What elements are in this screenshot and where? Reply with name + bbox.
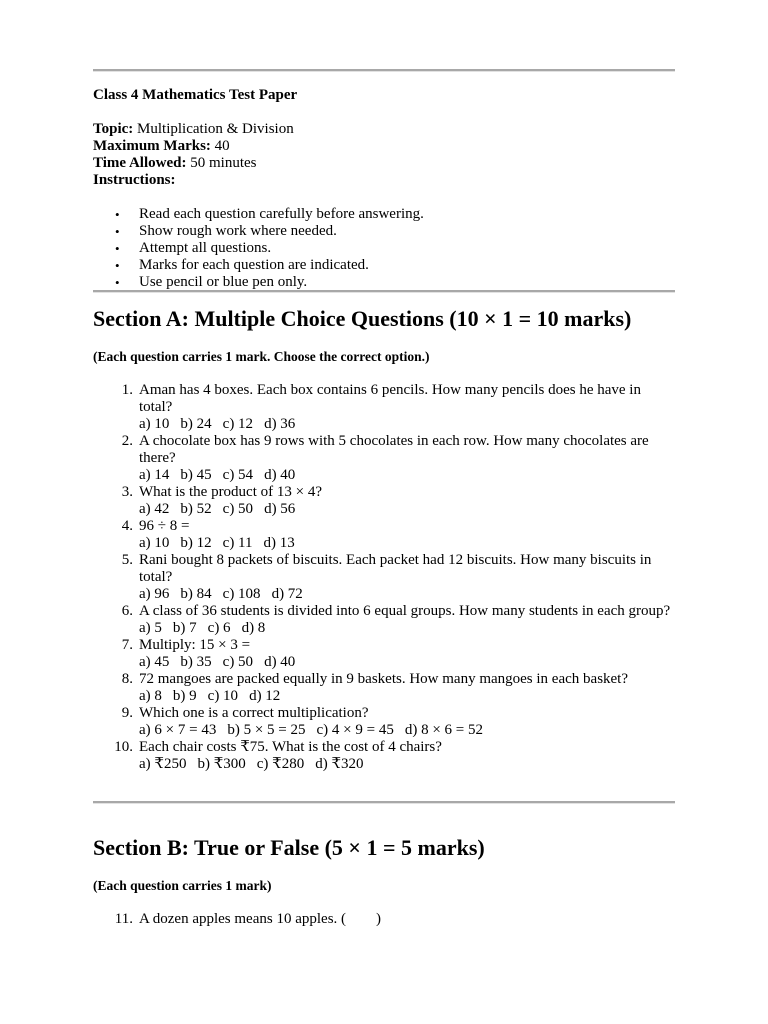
question-options <box>139 416 675 433</box>
option: a) 6 × 7 = 43 <box>139 722 217 738</box>
instructions-heading: Instructions: <box>93 172 176 188</box>
question-options <box>139 756 675 773</box>
option: c) 12 <box>222 416 254 432</box>
question-text: Multiply: 15 × 3 = <box>139 637 251 653</box>
question-item <box>114 911 675 928</box>
question-number: 3. <box>121 484 133 500</box>
topic-label: Topic: <box>93 121 134 137</box>
option: d) 13 <box>263 535 295 551</box>
question-item <box>121 637 675 671</box>
question-options <box>139 501 675 518</box>
time-line <box>93 155 675 172</box>
option: a) ₹250 <box>139 756 187 772</box>
option: c) 54 <box>222 467 254 483</box>
instruction-item: • Read each question carefully before answering. <box>139 206 675 223</box>
topic-value: Multiplication & Division <box>133 121 294 137</box>
section-a-note: (Each question carries 1 mark. Choose the correct option.) <box>93 349 430 364</box>
instruction-item: • Use pencil or blue pen only. <box>139 274 675 291</box>
section-b-note: (Each question carries 1 mark) <box>93 878 272 893</box>
option: d) 8 × 6 = 52 <box>404 722 483 738</box>
document-title: Class 4 Mathematics Test Paper <box>93 87 298 103</box>
marks-value: 40 <box>210 138 230 154</box>
option: a) 96 <box>139 586 170 602</box>
instruction-item: • Show rough work where needed. <box>139 223 675 240</box>
option: b) 52 <box>180 501 212 517</box>
option: a) 14 <box>139 467 170 483</box>
question-number: 8. <box>121 671 133 687</box>
question-text: A chocolate box has 9 rows with 5 chocolates in each row. How many chocolates are there? <box>139 433 649 466</box>
question-text: A dozen apples means 10 apples. ( ) <box>139 911 382 927</box>
option: a) 45 <box>139 654 170 670</box>
time-value: 50 minutes <box>186 155 257 171</box>
time-label: Time Allowed: <box>93 155 187 171</box>
option: b) 12 <box>180 535 212 551</box>
option: b) 24 <box>180 416 212 432</box>
option: b) ₹300 <box>197 756 246 772</box>
option: c) 50 <box>222 501 254 517</box>
topic-line <box>93 121 675 138</box>
option: d) ₹320 <box>315 756 364 772</box>
question-text: Each chair costs ₹75. What is the cost of 4 chairs? <box>139 739 442 755</box>
question-text: A class of 36 students is divided into 6 equal groups. How many students in each group? <box>139 603 671 619</box>
question-number: 9. <box>121 705 133 721</box>
option: d) 40 <box>264 467 296 483</box>
option: d) 72 <box>271 586 303 602</box>
divider-a <box>93 290 675 293</box>
marks-label: Maximum Marks: <box>93 138 211 154</box>
section-a-heading: Section A: Multiple Choice Questions (10 × 1 = 10 marks) <box>93 306 632 331</box>
option: b) 84 <box>180 586 212 602</box>
question-number: 1. <box>121 382 133 398</box>
option: b) 9 <box>172 688 197 704</box>
option: a) 42 <box>139 501 170 517</box>
question-item <box>121 603 675 637</box>
question-text: Aman has 4 boxes. Each box contains 6 pencils. How many pencils does he have in total? <box>139 382 641 415</box>
option: b) 45 <box>180 467 212 483</box>
option: c) 10 <box>207 688 239 704</box>
question-number: 10. <box>114 739 133 755</box>
paper-header <box>93 87 675 104</box>
question-number: 7. <box>121 637 133 653</box>
question-number: 11. <box>114 911 133 927</box>
option: d) 36 <box>264 416 296 432</box>
question-item <box>114 739 675 773</box>
question-options <box>139 586 675 603</box>
question-options <box>139 688 675 705</box>
marks-line <box>93 138 675 155</box>
option: a) 10 <box>139 416 170 432</box>
question-text: Rani bought 8 packets of biscuits. Each packet had 12 biscuits. How many biscuits in total? <box>139 552 652 585</box>
option: d) 12 <box>249 688 281 704</box>
option: b) 5 × 5 = 25 <box>227 722 306 738</box>
option: c) 108 <box>222 586 261 602</box>
question-item <box>121 433 675 484</box>
option: c) 4 × 9 = 45 <box>316 722 394 738</box>
question-text: 72 mangoes are packed equally in 9 baskets. How many mangoes in each basket? <box>139 671 629 687</box>
question-number: 6. <box>121 603 133 619</box>
paper-meta <box>93 121 675 189</box>
question-options <box>139 620 675 637</box>
question-item <box>121 552 675 603</box>
question-options <box>139 467 675 484</box>
question-text: What is the product of 13 × 4? <box>139 484 322 500</box>
option: a) 5 <box>139 620 162 636</box>
option: d) 40 <box>264 654 296 670</box>
question-item <box>121 671 675 705</box>
question-item <box>121 705 675 739</box>
instructions-list <box>93 206 675 291</box>
question-text: Which one is a correct multiplication? <box>139 705 369 721</box>
section-a-questions <box>93 382 675 773</box>
option: c) 6 <box>207 620 231 636</box>
option: a) 8 <box>139 688 162 704</box>
option: a) 10 <box>139 535 170 551</box>
top-divider <box>93 69 675 72</box>
question-number: 2. <box>121 433 133 449</box>
section-b-questions <box>93 911 675 928</box>
option: c) 11 <box>222 535 253 551</box>
question-options <box>139 535 675 552</box>
instruction-item: • Marks for each question are indicated. <box>139 257 675 274</box>
section-b-heading: Section B: True or False (5 × 1 = 5 marks) <box>93 835 485 860</box>
question-text: 96 ÷ 8 = <box>139 518 190 534</box>
option: d) 56 <box>264 501 296 517</box>
option: b) 7 <box>172 620 197 636</box>
question-item <box>121 382 675 433</box>
question-options <box>139 654 675 671</box>
option: c) ₹280 <box>256 756 305 772</box>
question-number: 4. <box>121 518 133 534</box>
question-item <box>121 518 675 552</box>
instruction-item: • Attempt all questions. <box>139 240 675 257</box>
option: b) 35 <box>180 654 212 670</box>
question-options <box>139 722 675 739</box>
option: d) 8 <box>241 620 266 636</box>
option: c) 50 <box>222 654 254 670</box>
question-item <box>121 484 675 518</box>
divider-b <box>93 801 675 804</box>
question-number: 5. <box>121 552 133 568</box>
